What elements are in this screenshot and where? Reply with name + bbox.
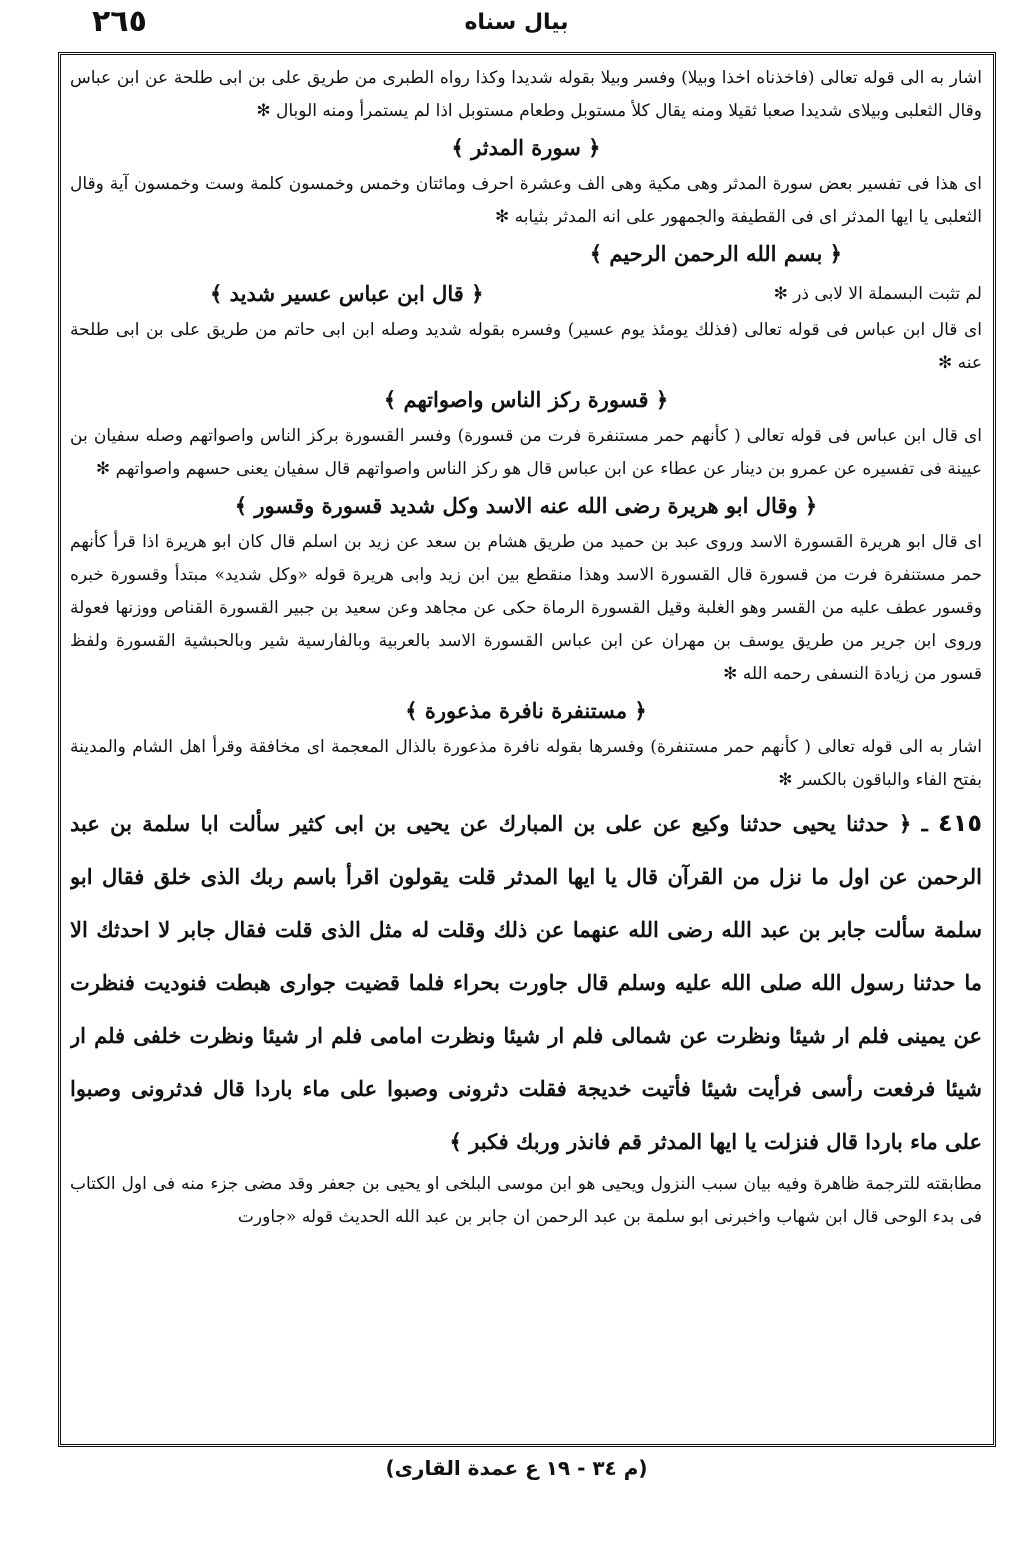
- paragraph-commentary: مطابقته للترجمة ظاهرة وفيه بيان سبب النزول ويحيى هو ابن موسى البلخى او يحيى بن جعفر وقد مضى جزء منه فى اول الكتاب فى بدء الوحى قال ابن شهاب واخبرنى ابو سلمة بن عبد الرحمن ان جابر بن عبد الله الحديث قوله «جاورت: [70, 1174, 982, 1227]
- paragraph-mustanfira: اشار به الى قوله تعالى ( كأنهم حمر مستنفرة) وفسرها بقوله نافرة مذعورة بالذال المعجمة اى مخافقة وقرأ اهل الشام والمدينة بفتح الفاء والباقون بالكسر ✻: [70, 737, 982, 790]
- paragraph-asir: اى قال ابن عباس فى قوله تعالى (فذلك يومئذ يوم عسير) وفسره بقوله شديد وصله ابن ابى حاتم من طريق على بن ابى طلحة عنه ✻: [70, 320, 982, 373]
- hadith-separator: ـ: [911, 811, 928, 836]
- paragraph-qaswara: اى قال ابن عباس فى قوله تعالى ( كأنهم حمر مستنفرة فرت من قسورة) وفسر القسورة بركز الناس واصواتهم وصله سفيان بن عيينة فى تفسيره عن عمرو بن دينار عن عطاء عن ابن عباس قال هو ركز الناس واصواتهم قال سفيان يعنى حسهم واصواتهم ✻: [70, 426, 982, 479]
- basmala-note: لم تثبت البسملة الا لابى ذر ✻: [773, 284, 982, 304]
- paragraph-abu-huraira: اى قال ابو هريرة القسورة الاسد وروى عبد بن حميد من طريق هشام بن سعد عن زيد بن اسلم قال كان ابو هريرة اذا قرأ كأنهم حمر مستنفرة فرت من قسورة قال القسورة الاسد وهذا منقطع بين ابن زيد وابى هريرة قوله «وكل شديد» مبتدأ وقسورة خبره وقسور عطف عليه من القسر وهو الغلبة وقيل القسورة الرماة حكى عن مجاهد وعن سعيد بن جبير القسورة القناص ووزنها فعولة وروى ابن جرير من طريق يوسف بن مهران عن ابن عباس القسورة الاسد بالعربية وبالفارسية شير وبالحبشية القسورة ولفظ قسور من زيادة النسفى رحمه الله ✻: [70, 532, 982, 684]
- heading-ibn-abbas-asir: ﴿ قال ابن عباس عسير شديد ﴾: [210, 281, 484, 306]
- ibn-abbas-row: [70, 274, 982, 314]
- page-footer-signature: (م ٣٤ - ١٩ ع عمدة القارى): [385, 1456, 648, 1480]
- page-body: [70, 62, 982, 1442]
- hadith-text: ﴿ حدثنا يحيى حدثنا وكيع عن على بن المبارك عن يحيى بن ابى كثير سألت ابا سلمة بن عبد الرحمن عن اول ما نزل من القرآن قال يا ايها المدثر قلت يقولون اقرأ باسم ربك الذى خلق فقال ابو سلمة سألت جابر بن عبد الله رضى الله عنهما عن ذلك وقلت له مثل الذى قلت فقال جابر لا احدثك الا ما حدثنا رسول الله صلى الله عليه وسلم قال جاورت بحراء فلما قضيت جوارى هبطت فنوديت فنظرت عن يمينى فلم ار شيئا ونظرت عن شمالى فلم ار شيئا ونظرت امامى فلم ار شيئا ونظرت خلفى فلم ار شيئا فرفعت رأسى فرأيت شيئا فأتيت خديجة فقلت دثرونى وصبوا على ماء باردا قال فدثرونى وصبوا على ماء باردا قال فنزلت يا ايها المدثر قم فانذر وربك فكبر ﴾: [70, 811, 982, 1154]
- hadith-block: [70, 797, 982, 1168]
- running-title: بيال سناه: [464, 10, 569, 35]
- heading-basmala: ﴿ بسم الله الرحمن الرحيم ﴾: [589, 241, 842, 266]
- paragraph-surah-intro: اى هذا فى تفسير بعض سورة المدثر وهى مكية وهى الف وعشرة احرف ومائتان وخمس وخمسون كلمة وست وخمسون آية وقال الثعلبى يا ايها المدثر اى فى القطيفة والجمهور على انه المدثر بثيابه ✻: [70, 174, 982, 227]
- heading-abu-huraira: ﴿ وقال ابو هريرة رضى الله عنه الاسد وكل شديد قسورة وقسور ﴾: [234, 493, 818, 518]
- basmala-row: [70, 234, 982, 274]
- heading-qaswara: ﴿ قسورة ركز الناس واصواتهم ﴾: [383, 387, 669, 412]
- heading-surah-muddaththir: ﴿ سورة المدثر ﴾: [451, 135, 601, 160]
- page-header: [0, 0, 1033, 52]
- hadith-number: ٤١٥: [938, 809, 982, 837]
- paragraph-wabila: اشار به الى قوله تعالى (فاخذناه اخذا وبيلا) وفسر وبيلا بقوله شديدا وكذا رواه الطبرى من طريق على بن ابى طلحة عن ابن عباس وقال الثعلبى وبيلاى شديدا صعبا ثقيلا ومنه يقال كلأ مستوبل وطعام مستوبل اذا لم يستمرأ ومنه الوبال ✻: [70, 68, 982, 121]
- heading-mustanfira: ﴿ مستنفرة نافرة مذعورة ﴾: [405, 698, 647, 723]
- page-number: ٢٦٥: [92, 4, 147, 39]
